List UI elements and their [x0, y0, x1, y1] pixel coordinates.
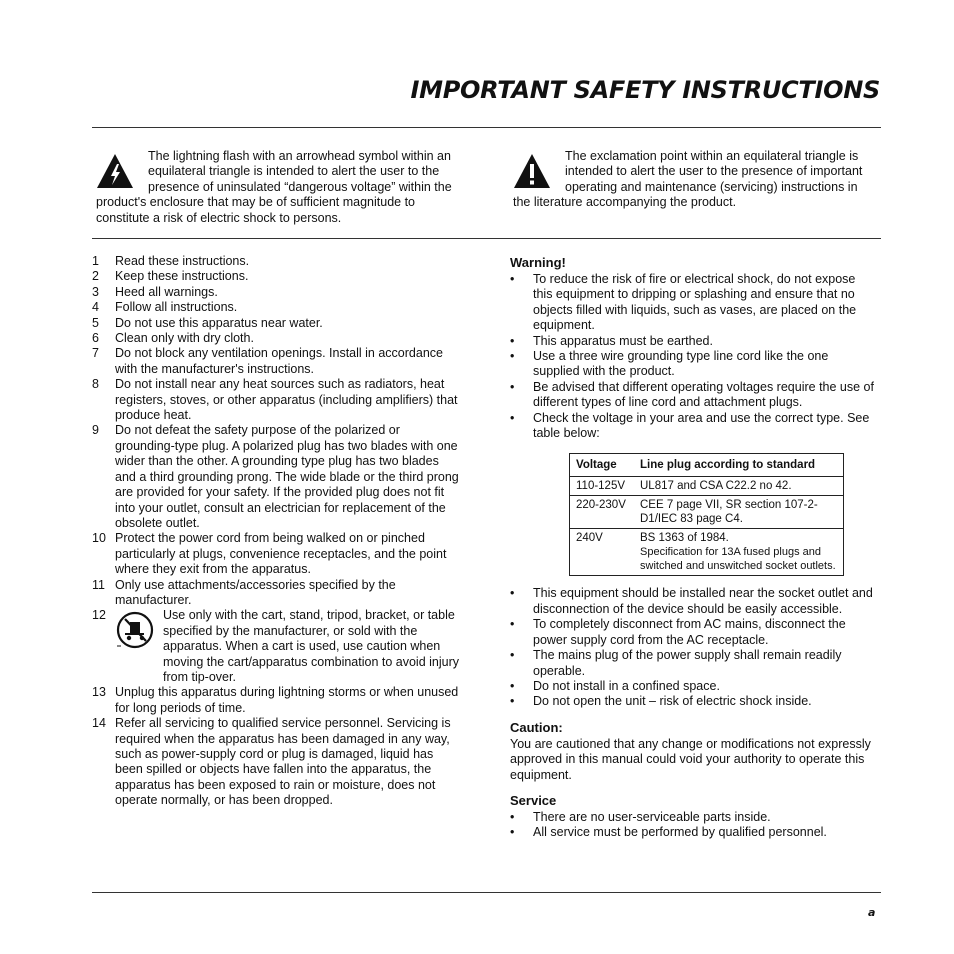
list-item: • To completely disconnect from AC mains, disconnect the power supply cord from the AC receptacle.: [510, 617, 846, 647]
list-item: • Do not open the unit – risk of electric shock inside.: [510, 694, 812, 709]
caution-text: You are cautioned that any change or modifications not expressly approved in this manual could void your authority to operate this equipment.: [510, 736, 871, 782]
voltage-table: [569, 453, 844, 576]
instructions-column: [92, 254, 462, 809]
list-item: 6 Clean only with dry cloth.: [92, 331, 254, 346]
list-item: • Be advised that different operating voltages require the use of different types of line cord and attachment plugs.: [510, 379, 874, 410]
instruction-list: [92, 254, 462, 809]
service-heading: Service: [510, 792, 557, 808]
list-item: 7 Do not block any ventilation openings. Install in accordance with the manufacturer's instructions.: [92, 346, 443, 376]
list-item: • The mains plug of the power supply shall remain readily operable.: [510, 648, 842, 678]
lightning-triangle-icon: [96, 149, 136, 193]
list-item: 14 Refer all servicing to qualified service personnel. Servicing is required when the apparatus has been damaged in any way, such as power-supply cord or plug is damaged, liquid has been spilled or objects have fallen into the apparatus, the apparatus has been exposed to rain or moisture, does not operate normally, or has been dropped.: [92, 716, 451, 808]
cart-warning-icon: [115, 608, 163, 685]
table-row: 240V BS 1363 of 1984. Specification for 13A fused plugs and switched and unswitched socket outlets.: [570, 529, 844, 576]
list-item: • This equipment should be installed near the socket outlet and disconnection of the device should be easily accessible.: [510, 586, 873, 616]
exclamation-symbol-notice: [513, 149, 875, 211]
column-header: Line plug according to standard: [634, 454, 844, 477]
caution-heading: Caution:: [510, 719, 563, 735]
page-title: IMPORTANT SAFETY INSTRUCTIONS: [410, 76, 880, 104]
list-item: 9 Do not defeat the safety purpose of the polarized or grounding-type plug. A polarized plug has two blades with one wider than the other. A grounding type plug has two blades and a third grounding prong. The wide blade or the third prong are provided for your safety. If the provided plug does not fit into your outlet, consult an electrician for replacement of the obsolete outlet.: [92, 423, 459, 530]
list-item: 1 Read these instructions.: [92, 254, 250, 268]
list-item: • All service must be performed by qualified personnel.: [510, 825, 827, 840]
exclamation-triangle-icon: [513, 149, 553, 193]
table-row: 110-125V UL817 and CSA C22.2 no 42.: [570, 477, 844, 496]
list-item: 5 Do not use this apparatus near water.: [92, 315, 323, 330]
mid-divider: [92, 238, 881, 239]
table-header-row: [570, 454, 844, 477]
lightning-symbol-text: The lightning flash with an arrowhead symbol within an equilateral triangle is intended to alert the user to the presence of uninsulated “dangerous voltage” within the product's enclosure that may be of sufficient magnitude to constitute a risk of electric shock to persons.: [96, 149, 452, 225]
list-item: • Do not install in a confined space.: [510, 678, 720, 693]
list-item: • Check the voltage in your area and use the correct type. See table below:: [510, 410, 870, 441]
warning-heading: Warning!: [510, 255, 566, 270]
warnings-column: [510, 255, 878, 841]
lightning-symbol-notice: [96, 149, 458, 226]
table-row: 220-230V CEE 7 page VII, SR section 107-2-D1/IEC 83 page C4.: [570, 496, 844, 529]
top-divider: [92, 127, 881, 128]
list-item: 11 Only use attachments/accessories specified by the manufacturer.: [92, 577, 396, 607]
list-item: 8 Do not install near any heat sources such as radiators, heat registers, stoves, or other apparatus (including amplifiers) that produce heat.: [92, 377, 458, 423]
list-item: 10 Protect the power cord from being walked on or pinched particularly at plugs, convenience receptacles, and the point where they exit from the apparatus.: [92, 531, 447, 577]
list-item: • This apparatus must be earthed.: [510, 333, 713, 348]
list-item: 12 Use only with the cart, stand, tripod, bracket, or table specified by the manufacturer, or sold with the apparatus. When a cart is used, use caution when moving the cart/apparatus combination to avoid injury from tip-over.: [92, 608, 459, 684]
exclamation-symbol-text: The exclamation point within an equilateral triangle is intended to alert the user to the presence of important operating and maintenance (servicing) instructions in the literature accompanying the product.: [513, 149, 863, 210]
warning-list-continued: [510, 586, 878, 709]
list-item: 2 Keep these instructions.: [92, 269, 249, 284]
list-item: 3 Heed all warnings.: [92, 284, 218, 299]
list-item: • To reduce the risk of fire or electrical shock, do not expose this equipment to dripping or splashing and ensure that no objects filled with liquids, such as vases, are placed on the equipment.: [510, 272, 857, 333]
list-item: 4 Follow all instructions.: [92, 300, 238, 315]
page-number: a: [868, 906, 876, 919]
list-item: • There are no user-serviceable parts inside.: [510, 809, 771, 824]
bottom-divider: [92, 892, 881, 893]
service-list: [510, 810, 878, 841]
list-item: 13 Unplug this apparatus during lightning storms or when unused for long periods of time.: [92, 685, 459, 715]
warning-list: [510, 272, 878, 441]
column-header: Voltage: [570, 454, 635, 477]
list-item: • Use a three wire grounding type line cord like the one supplied with the product.: [510, 349, 829, 379]
